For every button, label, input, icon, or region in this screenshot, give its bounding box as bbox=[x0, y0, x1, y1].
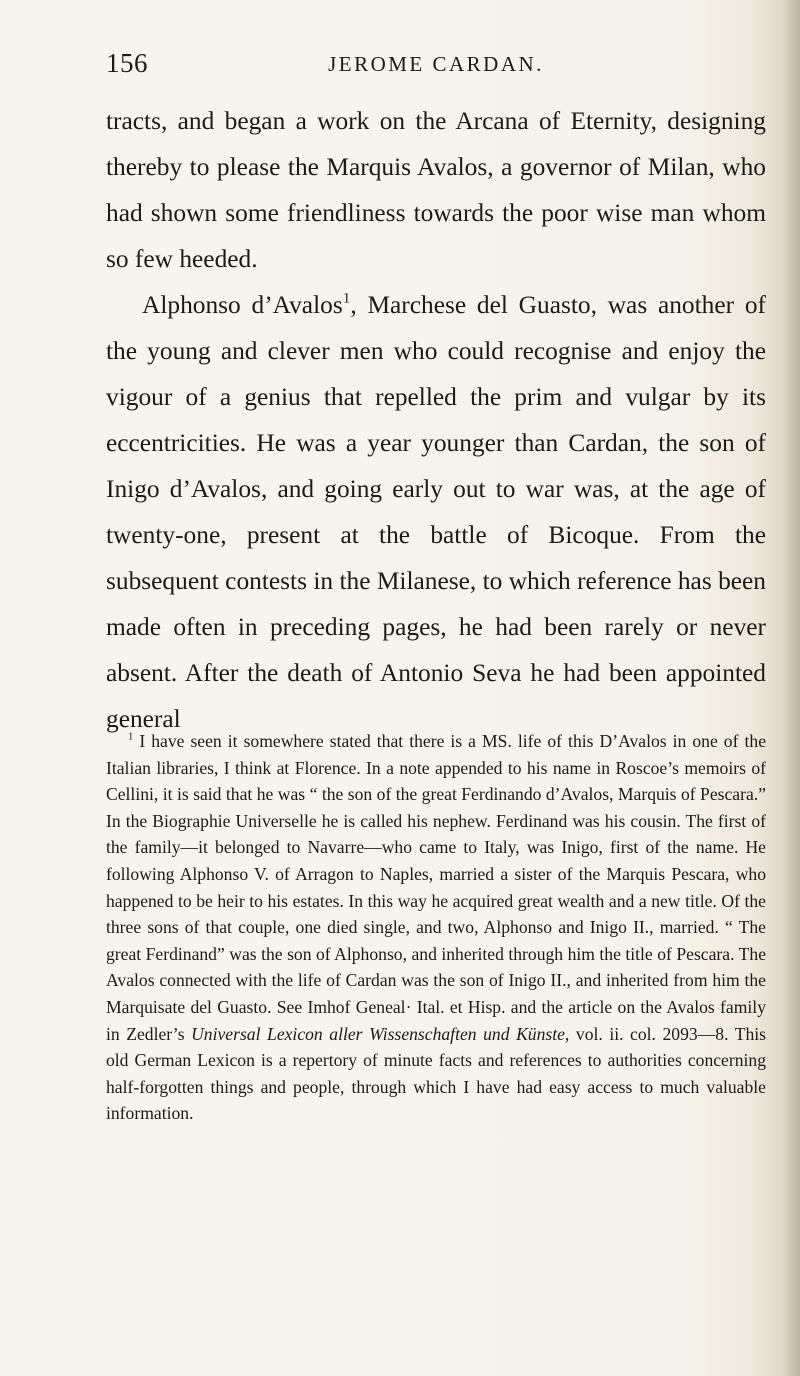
paragraph-2-start: Alphonso d’Avalos bbox=[142, 291, 343, 319]
page-number: 156 bbox=[106, 48, 148, 78]
footnote-reference[interactable]: 1 bbox=[342, 289, 351, 307]
page-header bbox=[106, 48, 766, 88]
footnote-italic-title: Universal Lexicon aller Wissenschaften und Künste, bbox=[191, 1023, 570, 1044]
footnote bbox=[106, 728, 766, 1127]
footnote-text-1: I have seen it somewhere stated that there is a MS. life of this D’Avalos in one of the Italian libraries, I think at Florence. In a note appended to his name in Roscoe’s memoirs of Cellini, it is said that he was “ the son of the great Ferdinando d’Avalos, Marquis of Pescara.” In the Biographie Universelle he is called his nephew. Ferdinand was his cousin. The first of the family—it belonged to Navarre—who came to Italy, was Inigo, first of the name. He following Alphonso V. of Arragon to Naples, married a sister of the Marquis Pescara, who happened to be heir to his estates. In this way he acquired great wealth and a new title. Of the three sons of that couple, one died single, and two, Alphonso and Inigo II., married. “ The great Ferdinand” was the son of Alphonso, and inherited through him the title of Pescara. The Avalos connected with the life of Cardan was the son of Inigo II., and inherited from him the Marquisate del Guasto. See Imhof Geneal· Ital. et Hisp. and the article on the Avalos family in Zedler’s bbox=[106, 731, 766, 1044]
page-edge-shadow bbox=[782, 0, 800, 1376]
running-head: JEROME CARDAN. bbox=[328, 52, 544, 76]
footnote-marker: 1 bbox=[128, 731, 134, 743]
body-text bbox=[106, 98, 766, 742]
footnote-text-2: vol. ii. col. 2093—8. This old German Lexicon is a repertory of minute facts and references to authorities concerning half-forgotten things and people, through which I have had easy access to much valuable information. bbox=[106, 1023, 766, 1124]
paragraph-1: tracts, and began a work on the Arcana of Eternity, designing thereby to please the Marquis Avalos, a governor of Milan, who had shown some friendliness towards the poor wise man whom so few heeded. bbox=[106, 107, 766, 273]
paragraph-2-rest: , Marchese del Guasto, was another of the young and clever men who could recognise and enjoy the vigour of a genius that repelled the prim and vulgar by its eccentricities. He was a year younger than Cardan, the son of Inigo d’Avalos, and going early out to war was, at the age of twenty-one, present at the battle of Bicoque. From the subsequent contests in the Milanese, to which reference has been made often in preceding pages, he had been rarely or never absent. After the death of Antonio Seva he had been appointed general bbox=[106, 291, 766, 733]
paragraph-2 bbox=[106, 282, 766, 742]
